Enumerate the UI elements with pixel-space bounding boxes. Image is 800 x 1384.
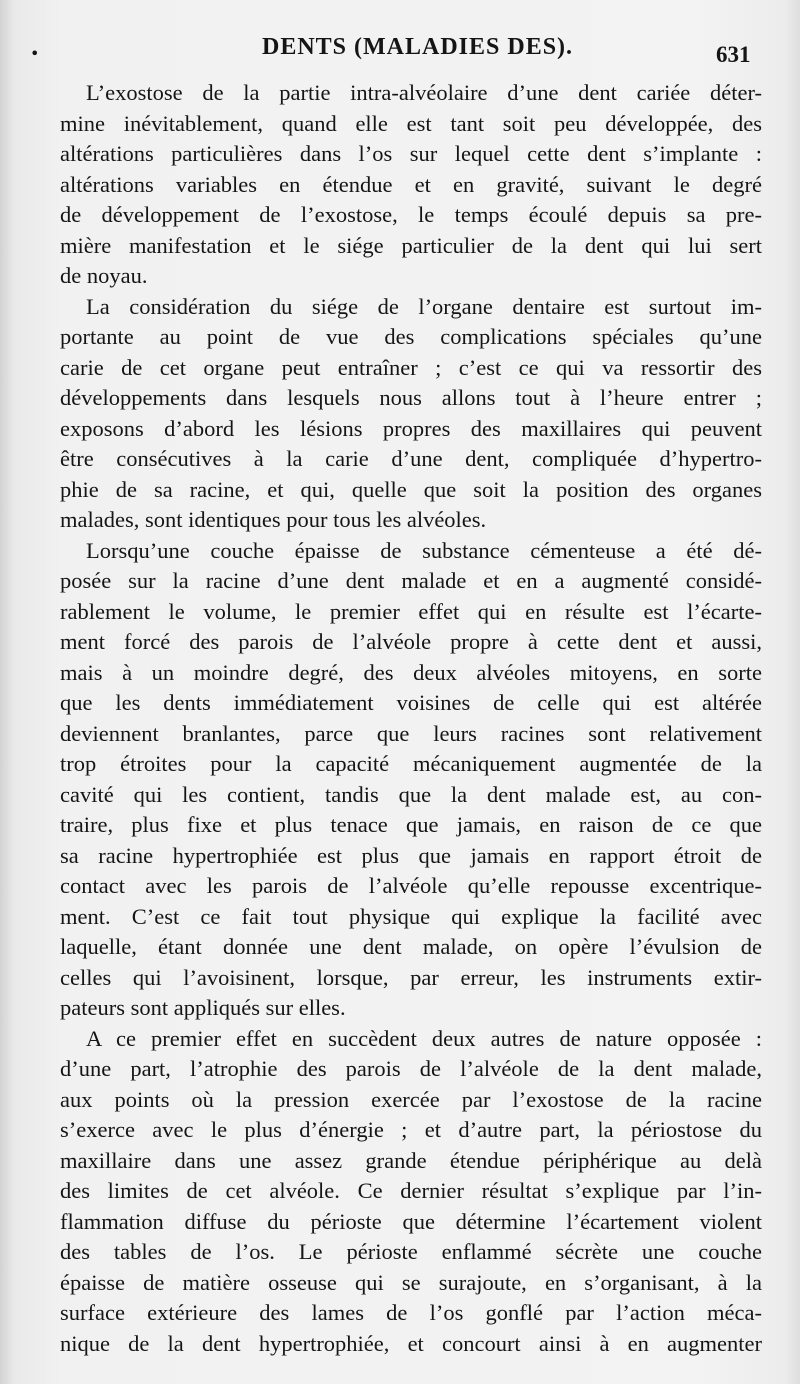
- text-line: aux points où la pression exercée par l’exostose de la racine: [60, 1086, 762, 1112]
- text-line: mine inévitablement, quand elle est tant soit peu développée, des: [60, 110, 762, 136]
- text-line: maxillaire dans une assez grande étendue périphérique au delà: [60, 1147, 762, 1173]
- text-line: être consécutives à la carie d’une dent, compliquée d’hypertro-: [60, 446, 762, 471]
- text-line: que les dents immédiatement voisines de celle qui est altérée: [60, 690, 762, 715]
- text-line: celles qui l’avoisinent, lorsque, par erreur, les instruments extir-: [60, 964, 762, 990]
- page-header: [0, 30, 800, 70]
- text-line: d’une part, l’atrophie des parois de l’alvéole de la dent malade,: [60, 1056, 762, 1081]
- text-line: traire, plus fixe et plus tenace que jamais, en raison de ce que: [60, 812, 762, 837]
- running-head: DENTS (MALADIES DES).: [262, 34, 574, 60]
- text-line: flammation diffuse du périoste que détermine l’écartement violent: [60, 1208, 762, 1234]
- text-line: mière manifestation et le siége particulier de la dent qui lui sert: [60, 232, 762, 258]
- text-line: exposons d’abord les lésions propres des maxillaires qui peuvent: [60, 415, 762, 441]
- text-line: des limites de cet alvéole. Ce dernier résultat s’explique par l’in-: [60, 1178, 762, 1203]
- page-number: 631: [716, 42, 751, 67]
- text-line: s’exerce avec le plus d’énergie ; et d’autre part, la périostose du: [60, 1117, 762, 1142]
- text-line: pateurs sont appliqués sur elles.: [60, 995, 346, 1020]
- text-line: carie de cet organe peut entraîner ; c’est ce qui va ressortir des: [60, 354, 762, 380]
- text-line: rablement le volume, le premier effet qui en résulte est l’écarte-: [60, 598, 762, 624]
- text-line: de développement de l’exostose, le temps écoulé depuis sa pre-: [60, 202, 762, 227]
- text-line: deviennent branlantes, parce que leurs racines sont relativement: [60, 720, 762, 746]
- text-line: Lorsqu’une couche épaisse de substance cémenteuse a été dé-: [86, 537, 762, 563]
- text-line: A ce premier effet en succèdent deux autres de nature opposée :: [86, 1025, 762, 1051]
- text-line: altérations particulières dans l’os sur lequel cette dent s’implante :: [60, 141, 762, 166]
- text-line: altérations variables en étendue et en gravité, suivant le degré: [60, 171, 762, 197]
- text-line: épaisse de matière osseuse qui se surajoute, en s’organisant, à la: [60, 1269, 762, 1295]
- text-line: surface extérieure des lames de l’os gonflé par l’action méca-: [60, 1300, 762, 1325]
- text-line: des tables de l’os. Le périoste enflammé sécrète une couche: [60, 1239, 762, 1264]
- text-line: ment forcé des parois de l’alvéole propre à cette dent et aussi,: [60, 629, 762, 654]
- text-line: mais à un moindre degré, des deux alvéoles mitoyens, en sorte: [60, 659, 762, 685]
- text-line: portante au point de vue des complications spéciales qu’une: [60, 324, 762, 349]
- text-line: contact avec les parois de l’alvéole qu’elle repousse excentrique-: [60, 873, 762, 898]
- text-line: La considération du siége de l’organe dentaire est surtout im-: [86, 293, 762, 319]
- text-line: nique de la dent hypertrophiée, et concourt ainsi à en augmenter: [60, 1330, 762, 1356]
- text-line: sa racine hypertrophiée est plus que jamais en rapport étroit de: [60, 842, 762, 868]
- text-line: trop étroites pour la capacité mécaniquement augmentée de la: [60, 751, 762, 776]
- text-line: phie de sa racine, et qui, quelle que soit la position des organes: [60, 476, 762, 502]
- text-line: développements dans lesquels nous allons tout à l’heure entrer ;: [60, 385, 762, 410]
- text-line: de noyau.: [60, 263, 148, 288]
- text-line: cavité qui les contient, tandis que la dent malade est, au con-: [60, 781, 762, 807]
- text-line: L’exostose de la partie intra-alvéolaire d’une dent cariée déter-: [86, 80, 762, 105]
- text-line: posée sur la racine d’une dent malade et en a augmenté considé-: [60, 568, 762, 593]
- bullet-mark: •: [30, 44, 40, 63]
- body-text: [60, 78, 762, 1359]
- text-line: malades, sont identiques pour tous les alvéoles.: [60, 507, 487, 532]
- text-line: laquelle, étant donnée une dent malade, on opère l’évulsion de: [60, 934, 762, 959]
- text-line: ment. C’est ce fait tout physique qui explique la facilité avec: [60, 903, 762, 929]
